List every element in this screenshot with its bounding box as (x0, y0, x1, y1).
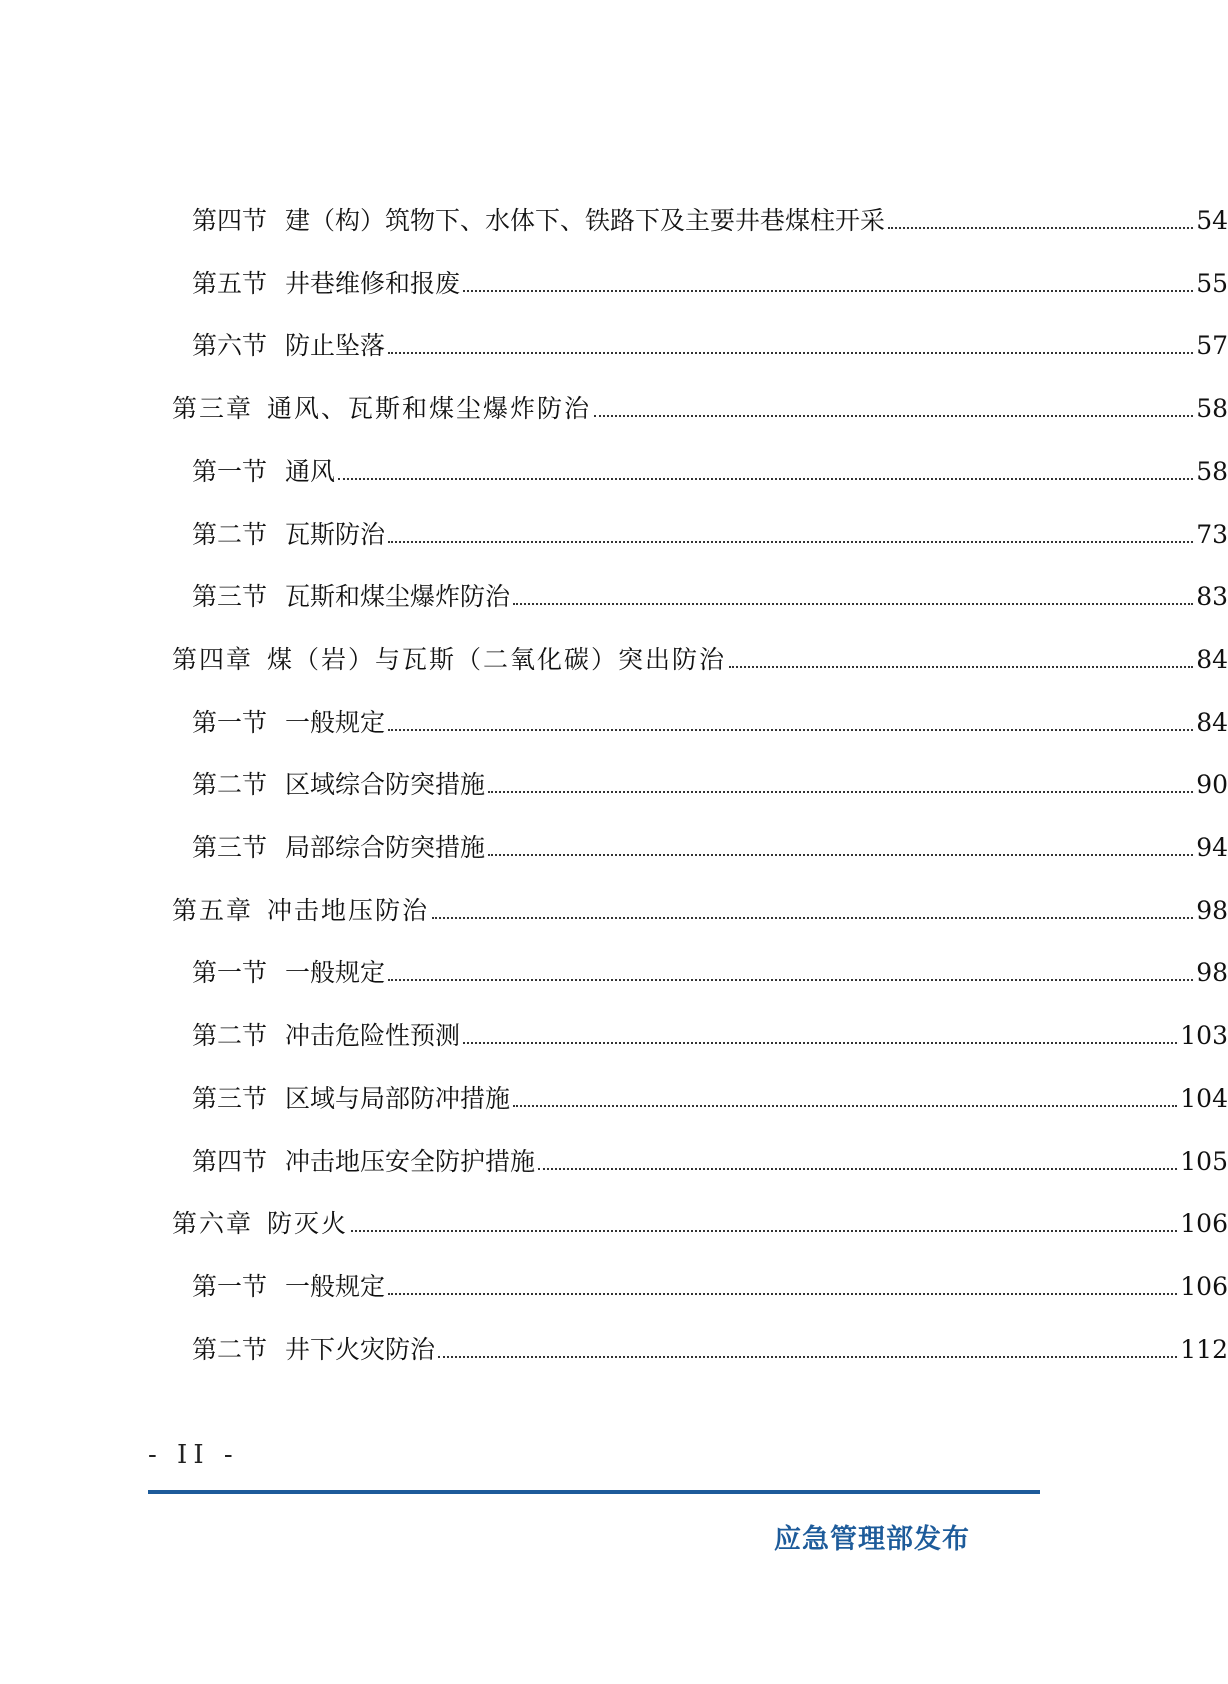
toc-entry-title: 冲击地压防治 (267, 895, 430, 925)
toc-entry-title: 煤（岩）与瓦斯（二氧化碳）突出防治 (267, 644, 727, 674)
toc-dot-leader (488, 854, 1193, 856)
toc-dot-leader (463, 1042, 1177, 1044)
toc-section-entry[interactable] (0, 824, 1228, 864)
toc-entry-number: 第三节 (192, 1083, 268, 1113)
toc-chapter-entry[interactable] (0, 1200, 1228, 1240)
toc-section-entry[interactable] (0, 1326, 1228, 1366)
toc-entry-title: 井巷维修和报废 (285, 268, 461, 298)
toc-entry-number: 第五章 (172, 895, 254, 925)
toc-section-entry[interactable] (0, 1075, 1228, 1115)
toc-entry-number: 第三节 (192, 582, 268, 612)
toc-dot-leader (351, 1230, 1177, 1232)
toc-entry-title: 井下火灾防治 (285, 1334, 436, 1364)
toc-entry-page: 58 (1196, 456, 1228, 486)
toc-entry-number: 第一节 (192, 958, 268, 988)
toc-entry-page: 58 (1196, 394, 1228, 424)
toc-entry-title: 瓦斯防治 (285, 519, 386, 549)
toc-dot-leader (388, 729, 1193, 731)
toc-entry-number: 第四节 (192, 206, 268, 235)
toc-section-entry[interactable] (0, 1263, 1228, 1303)
toc-section-entry[interactable] (0, 197, 1228, 237)
toc-entry-number: 第一节 (192, 456, 268, 486)
toc-entry-number: 第二节 (192, 519, 268, 549)
toc-entry-page: 105 (1180, 1146, 1228, 1176)
toc-entry-number: 第六章 (172, 1209, 254, 1239)
toc-entry-number: 第一节 (192, 1271, 268, 1301)
toc-section-entry[interactable] (0, 761, 1228, 801)
toc-entry-number: 第二节 (192, 1334, 268, 1364)
toc-entry-title: 瓦斯和煤尘爆炸防治 (285, 582, 511, 612)
toc-section-entry[interactable] (0, 949, 1228, 989)
toc-dot-leader (463, 290, 1193, 292)
toc-section-entry[interactable] (0, 322, 1228, 362)
toc-dot-leader (388, 352, 1193, 354)
toc-entry-page: 83 (1196, 582, 1228, 612)
toc-entry-title: 冲击地压安全防护措施 (285, 1146, 536, 1176)
toc-section-entry[interactable] (0, 511, 1228, 551)
toc-entry-title: 一般规定 (285, 958, 386, 988)
toc-entry-title: 通风、瓦斯和煤尘爆炸防治 (267, 394, 592, 424)
toc-entry-number: 第六节 (192, 331, 268, 361)
toc-chapter-entry[interactable] (0, 887, 1228, 927)
toc-section-entry[interactable] (0, 1138, 1228, 1178)
toc-section-entry[interactable] (0, 699, 1228, 739)
publisher-label: 应急管理部发布 (774, 1524, 970, 1555)
toc-section-entry[interactable] (0, 1012, 1228, 1052)
toc-chapter-entry[interactable] (0, 385, 1228, 425)
toc-dot-leader (388, 541, 1193, 543)
toc-entry-title: 冲击危险性预测 (285, 1021, 461, 1051)
toc-dot-leader (432, 917, 1193, 919)
toc-entry-page: 98 (1196, 958, 1228, 988)
toc-entry-number: 第四节 (192, 1146, 268, 1176)
toc-chapter-entry[interactable] (0, 636, 1228, 676)
toc-section-entry[interactable] (0, 260, 1228, 300)
toc-entry-title: 区域与局部防冲措施 (285, 1083, 511, 1113)
toc-entry-title: 一般规定 (285, 707, 386, 737)
toc-entry-page: 84 (1196, 644, 1228, 674)
toc-dot-leader (338, 478, 1193, 480)
toc-dot-leader (488, 791, 1193, 793)
toc-entry-page: 90 (1196, 770, 1228, 800)
toc-entry-title: 防灭火 (267, 1209, 349, 1239)
toc-entry-page: 73 (1196, 519, 1228, 549)
toc-dot-leader (438, 1356, 1177, 1358)
toc-entry-title: 建（构）筑物下、水体下、铁路下及主要井巷煤柱开采 (285, 206, 886, 235)
toc-entry-title: 一般规定 (285, 1271, 386, 1301)
toc-entry-title: 通风 (285, 456, 336, 486)
toc-entry-page: 57 (1196, 331, 1228, 361)
toc-dot-leader (729, 666, 1193, 668)
toc-entry-page: 104 (1180, 1083, 1228, 1113)
toc-entry-page: 94 (1196, 833, 1228, 862)
toc-dot-leader (888, 227, 1193, 229)
toc-dot-leader (388, 979, 1193, 981)
toc-entry-page: 84 (1196, 707, 1228, 737)
toc-dot-leader (538, 1168, 1177, 1170)
toc-dot-leader (594, 415, 1193, 417)
toc-section-entry[interactable] (0, 448, 1228, 488)
toc-entry-title: 防止坠落 (285, 331, 386, 361)
toc-entry-number: 第三节 (192, 833, 268, 862)
toc-entry-title: 局部综合防突措施 (285, 833, 486, 862)
toc-entry-number: 第二节 (192, 1021, 268, 1051)
toc-entry-number: 第五节 (192, 268, 268, 298)
toc-section-entry[interactable] (0, 573, 1228, 613)
page-number: - II - (148, 1440, 239, 1470)
toc-entry-page: 54 (1196, 206, 1228, 235)
footer-divider (148, 1490, 1040, 1494)
toc-entry-page: 112 (1180, 1334, 1228, 1364)
toc-entry-number: 第四章 (172, 644, 254, 674)
toc-entry-page: 106 (1180, 1271, 1228, 1301)
toc-dot-leader (388, 1293, 1177, 1295)
toc-entry-number: 第三章 (172, 394, 254, 424)
toc-entry-number: 第一节 (192, 707, 268, 737)
toc-dot-leader (513, 1105, 1177, 1107)
toc-entry-page: 98 (1196, 895, 1228, 925)
toc-entry-number: 第二节 (192, 770, 268, 800)
toc-entry-title: 区域综合防突措施 (285, 770, 486, 800)
toc-entry-page: 106 (1180, 1209, 1228, 1239)
toc-entry-page: 103 (1180, 1021, 1228, 1051)
toc-dot-leader (513, 603, 1193, 605)
toc-entry-page: 55 (1196, 268, 1228, 298)
